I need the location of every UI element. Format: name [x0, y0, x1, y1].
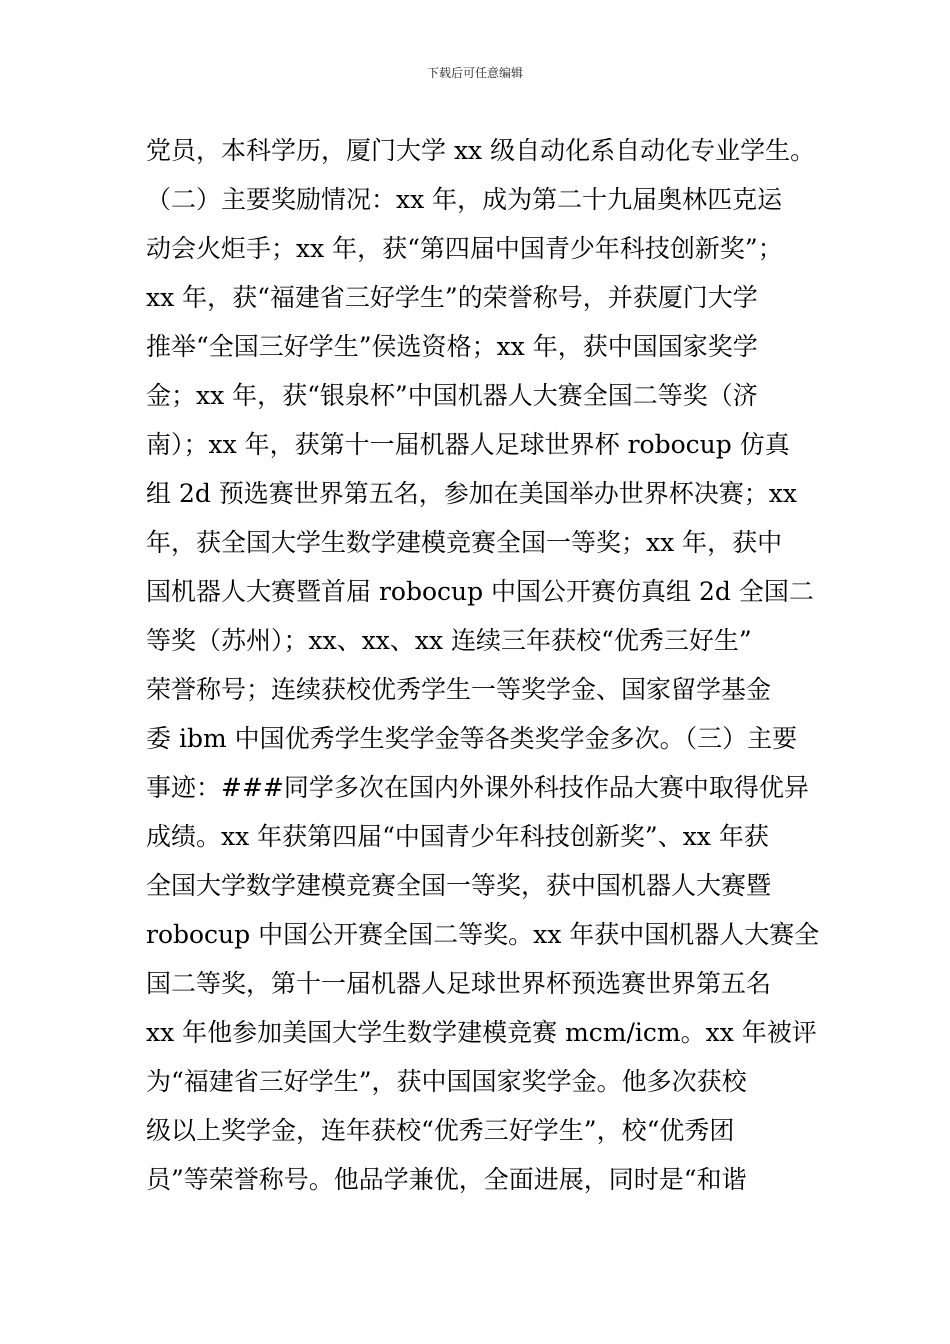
text-line: 金；xx 年，获“银泉杯”中国机器人大赛全国二等奖（济: [146, 381, 758, 410]
text-line: 为“福建省三好学生”，获中国国家奖学金。他多次获校: [146, 1067, 747, 1096]
text-line: 全国大学数学建模竞赛全国一等奖，获中国机器人大赛暨: [146, 871, 772, 900]
text-line: 推举“全国三好学生”侯选资格；xx 年，获中国国家奖学: [146, 332, 758, 361]
text-line: 国二等奖，第十一届机器人足球世界杯预选赛世界第五名: [146, 969, 772, 998]
text-line: 等奖（苏州）；xx、xx、xx 连续三年获校“优秀三好生”: [146, 626, 752, 655]
text-line: 事迹：###同学多次在国内外课外科技作品大赛中取得优异: [146, 773, 809, 802]
text-line: （二）主要奖励情况：xx 年，成为第二十九届奥林匹克运: [146, 185, 783, 214]
text-line: 员”等荣誉称号。他品学兼优，全面进展，同时是“和谐: [146, 1165, 747, 1194]
text-line: 南）；xx 年，获第十一届机器人足球世界杯 robocup 仿真: [146, 430, 790, 459]
page-header: 下载后可任意编辑: [426, 66, 523, 80]
text-line: xx 年，获“福建省三好学生”的荣誉称号，并获厦门大学: [146, 283, 758, 312]
text-line: 荣誉称号；连续获校优秀学生一等奖学金、国家留学基金: [146, 675, 772, 704]
text-line: 组 2d 预选赛世界第五名，参加在美国举办世界杯决赛；xx: [146, 479, 798, 508]
text-line: 成绩。xx 年获第四届“中国青少年科技创新奖”、xx 年获: [146, 822, 769, 851]
text-line: xx 年他参加美国大学生数学建模竞赛 mcm/icm。xx 年被评: [146, 1018, 817, 1047]
text-line: 国机器人大赛暨首届 robocup 中国公开赛仿真组 2d 全国二: [146, 577, 814, 606]
text-line: 年，获全国大学生数学建模竞赛全国一等奖；xx 年，获中: [146, 528, 783, 557]
text-line: 委 ibm 中国优秀学生奖学金等各类奖学金多次。（三）主要: [146, 724, 798, 753]
text-line: 党员，本科学历，厦门大学 xx 级自动化系自动化专业学生。: [146, 136, 816, 165]
text-line: 级以上奖学金，连年获校“优秀三好学生”，校“优秀团: [146, 1116, 735, 1145]
document-body: [146, 126, 826, 1204]
text-line: 动会火炬手；xx 年，获“第四届中国青少年科技创新奖”；: [146, 234, 783, 263]
text-line: robocup 中国公开赛全国二等奖。xx 年获中国机器人大赛全: [146, 920, 820, 949]
